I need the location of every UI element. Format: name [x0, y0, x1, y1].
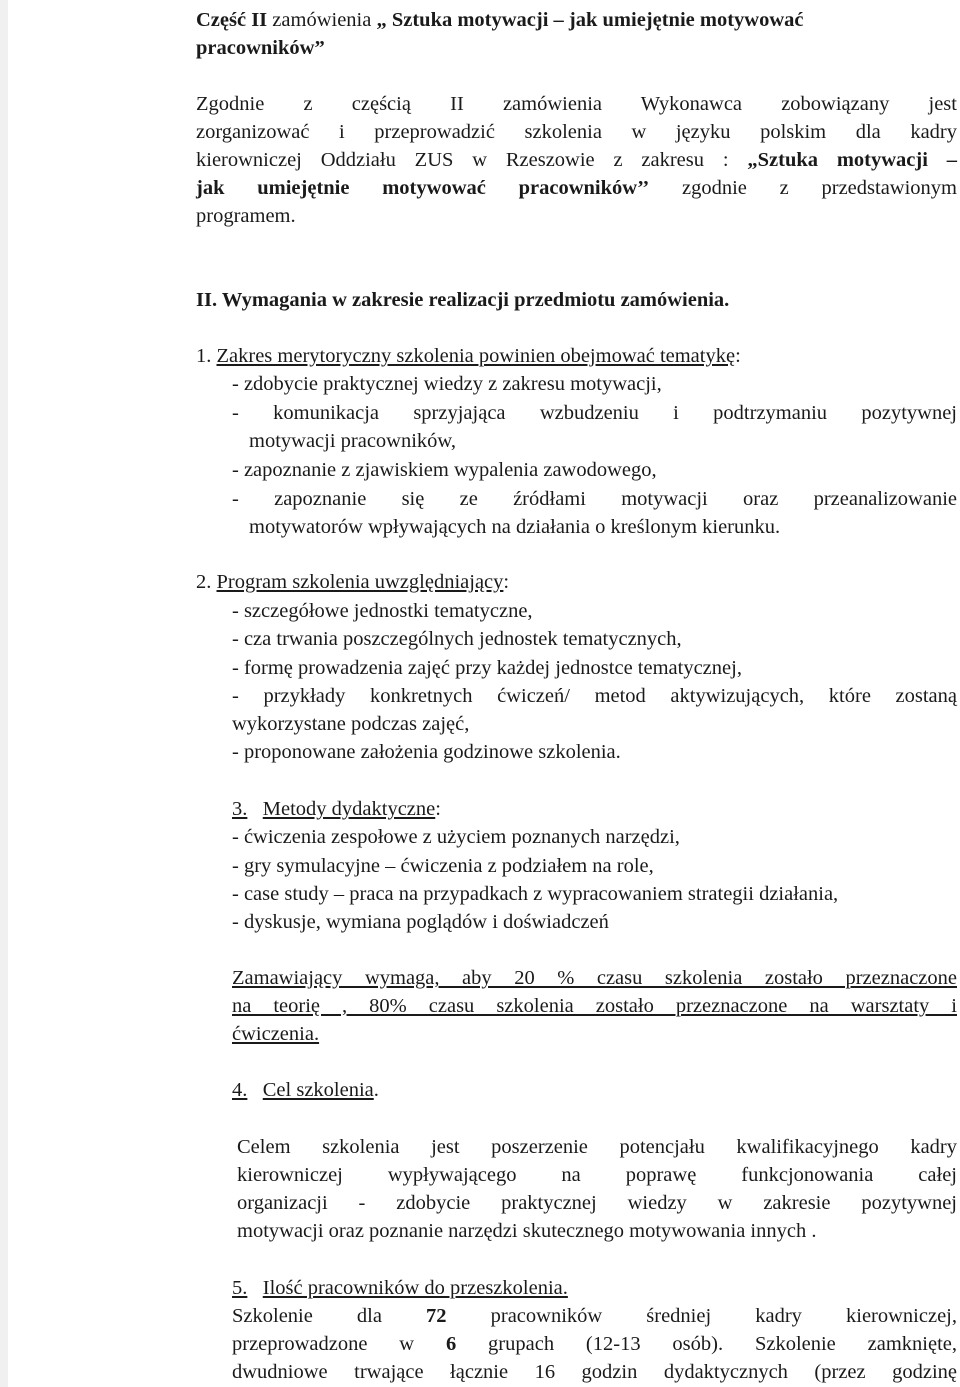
participants-line-1a: Szkolenie dla: [232, 1305, 427, 1327]
goal-line-3: organizacji - zdobycie praktycznej wiedzy w zakresie pozytywnej: [237, 1192, 957, 1214]
requirement-line-2: na teorię , 80% czasu szkolenia zostało przeznaczone na warsztaty i: [232, 995, 957, 1017]
goal-line-1: Celem szkolenia jest poszerzenie potencjału kwalifikacyjnego kadry: [237, 1136, 957, 1158]
item-3-heading: [232, 795, 441, 823]
goal-line-4: motywacji oraz poznanie narzędzi skutecznego motywowania innych .: [237, 1220, 817, 1242]
item-1-bullet-4: - zapoznanie się ze źródłami motywacji oraz przeanalizowanie: [232, 488, 957, 510]
item-4-title: Cel szkolenia: [262, 1079, 374, 1101]
participants-line-2a: przeprowadzone w: [232, 1333, 446, 1355]
goal-line-2: kierowniczej wypływającego na poprawę funkcjonowania całej: [237, 1164, 957, 1186]
item-2-bullet-5: - proponowane założenia godzinowe szkolenia.: [232, 741, 621, 763]
item-2-bullet-4: - przykłady konkretnych ćwiczeń/ metod aktywizujących, które zostaną: [232, 685, 957, 707]
item-5-number: 5.: [232, 1277, 248, 1299]
part-mid: zamówienia: [267, 9, 377, 31]
item-3-bullet-1: - ćwiczenia zespołowe z użyciem poznanych narzędzi,: [232, 826, 680, 848]
part-title-line2: pracowników”: [196, 37, 325, 59]
item-1-bullet-2-cont: motywacji pracowników,: [249, 430, 457, 452]
item-2-colon: :: [503, 571, 510, 593]
item-3-colon: :: [435, 798, 441, 820]
item-4-heading: [232, 1076, 379, 1104]
item-2-bullet-2: - cza trwania poszczególnych jednostek tematycznych,: [232, 628, 682, 650]
requirement-line-3: ćwiczenia.: [232, 1023, 320, 1045]
item-3-bullet-3: - case study – praca na przypadkach z wypracowaniem strategii działania,: [232, 883, 839, 905]
intro-title-bold-2: jak umiejętnie motywować pracowników’’: [196, 177, 650, 199]
participants-count: 72: [426, 1305, 447, 1327]
item-5-title: Ilość pracowników do przeszkolenia.: [262, 1277, 568, 1299]
item-4-number: 4.: [232, 1079, 248, 1101]
intro-line-1: Zgodnie z częścią II zamówienia Wykonawca zobowiązany jest: [196, 93, 957, 115]
part-title: „ Sztuka motywacji – jak umiejętnie motywować: [376, 9, 804, 31]
item-1-title: Zakres merytoryczny szkolenia powinien obejmować tematykę: [216, 345, 736, 367]
item-1-bullet-4-cont: motywatorów wpływających na działania o kreślonym kierunku.: [249, 516, 781, 538]
item-1-colon: :: [735, 345, 741, 367]
groups-count: 6: [445, 1333, 457, 1355]
item-1-bullet-1: - zdobycie praktycznej wiedzy z zakresu motywacji,: [232, 373, 662, 395]
item-5-heading: [232, 1274, 568, 1302]
intro-line-4b: zgodnie z przedstawionym: [649, 177, 957, 199]
item-3-title: Metody dydaktyczne: [262, 798, 436, 820]
item-1-heading: [196, 342, 741, 370]
intro-line-4: [196, 174, 957, 202]
item-2-bullet-3: - formę prowadzenia zajęć przy każdej jednostce tematycznej,: [232, 657, 742, 679]
item-1-bullet-2: - komunikacja sprzyjająca wzbudzeniu i podtrzymaniu pozytywnej: [232, 402, 957, 424]
part-heading: [196, 6, 804, 34]
participants-line-1c: pracowników średniej kadry kierowniczej,: [446, 1305, 957, 1327]
section-ii-title: II. Wymagania w zakresie realizacji przedmiotu zamówienia.: [196, 289, 730, 311]
intro-line-2: zorganizować i przeprowadzić szkolenia w języku polskim dla kadry: [196, 121, 957, 143]
item-1-number: 1.: [196, 345, 212, 367]
document-page: [8, 0, 960, 1387]
intro-title-bold-1: „Sztuka motywacji –: [747, 149, 957, 171]
participants-line-3: dwudniowe trwające łącznie 16 godzin dydaktycznych (przez godzinę: [232, 1361, 957, 1383]
item-3-number: 3.: [232, 798, 248, 820]
part-label: Część II: [196, 9, 268, 31]
item-3-bullet-4: - dyskusje, wymiana poglądów i doświadczeń: [232, 911, 609, 933]
intro-line-3: [196, 146, 957, 174]
participants-line-1: [232, 1302, 957, 1330]
item-4-dot: .: [373, 1079, 379, 1101]
intro-line-3a: kierowniczej Oddziału ZUS w Rzeszowie z zakresu :: [196, 149, 748, 171]
participants-line-2c: grupach (12-13 osób). Szkolenie zamknięte,: [456, 1333, 957, 1355]
item-2-bullet-1: - szczegółowe jednostki tematyczne,: [232, 600, 533, 622]
item-2-bullet-4-cont: wykorzystane podczas zajęć,: [232, 713, 470, 735]
intro-line-5: programem.: [196, 205, 296, 227]
item-3-bullet-2: - gry symulacyjne – ćwiczenia z podziałem na role,: [232, 855, 654, 877]
item-2-number: 2.: [196, 571, 212, 593]
item-1-bullet-3: - zapoznanie z zjawiskiem wypalenia zawodowego,: [232, 459, 657, 481]
requirement-line-1: Zamawiający wymaga, aby 20 % czasu szkolenia zostało przeznaczone: [232, 967, 957, 989]
item-2-title: Program szkolenia uwzględniający: [216, 571, 504, 593]
participants-line-2: [232, 1330, 957, 1358]
item-2-heading: [196, 568, 509, 596]
